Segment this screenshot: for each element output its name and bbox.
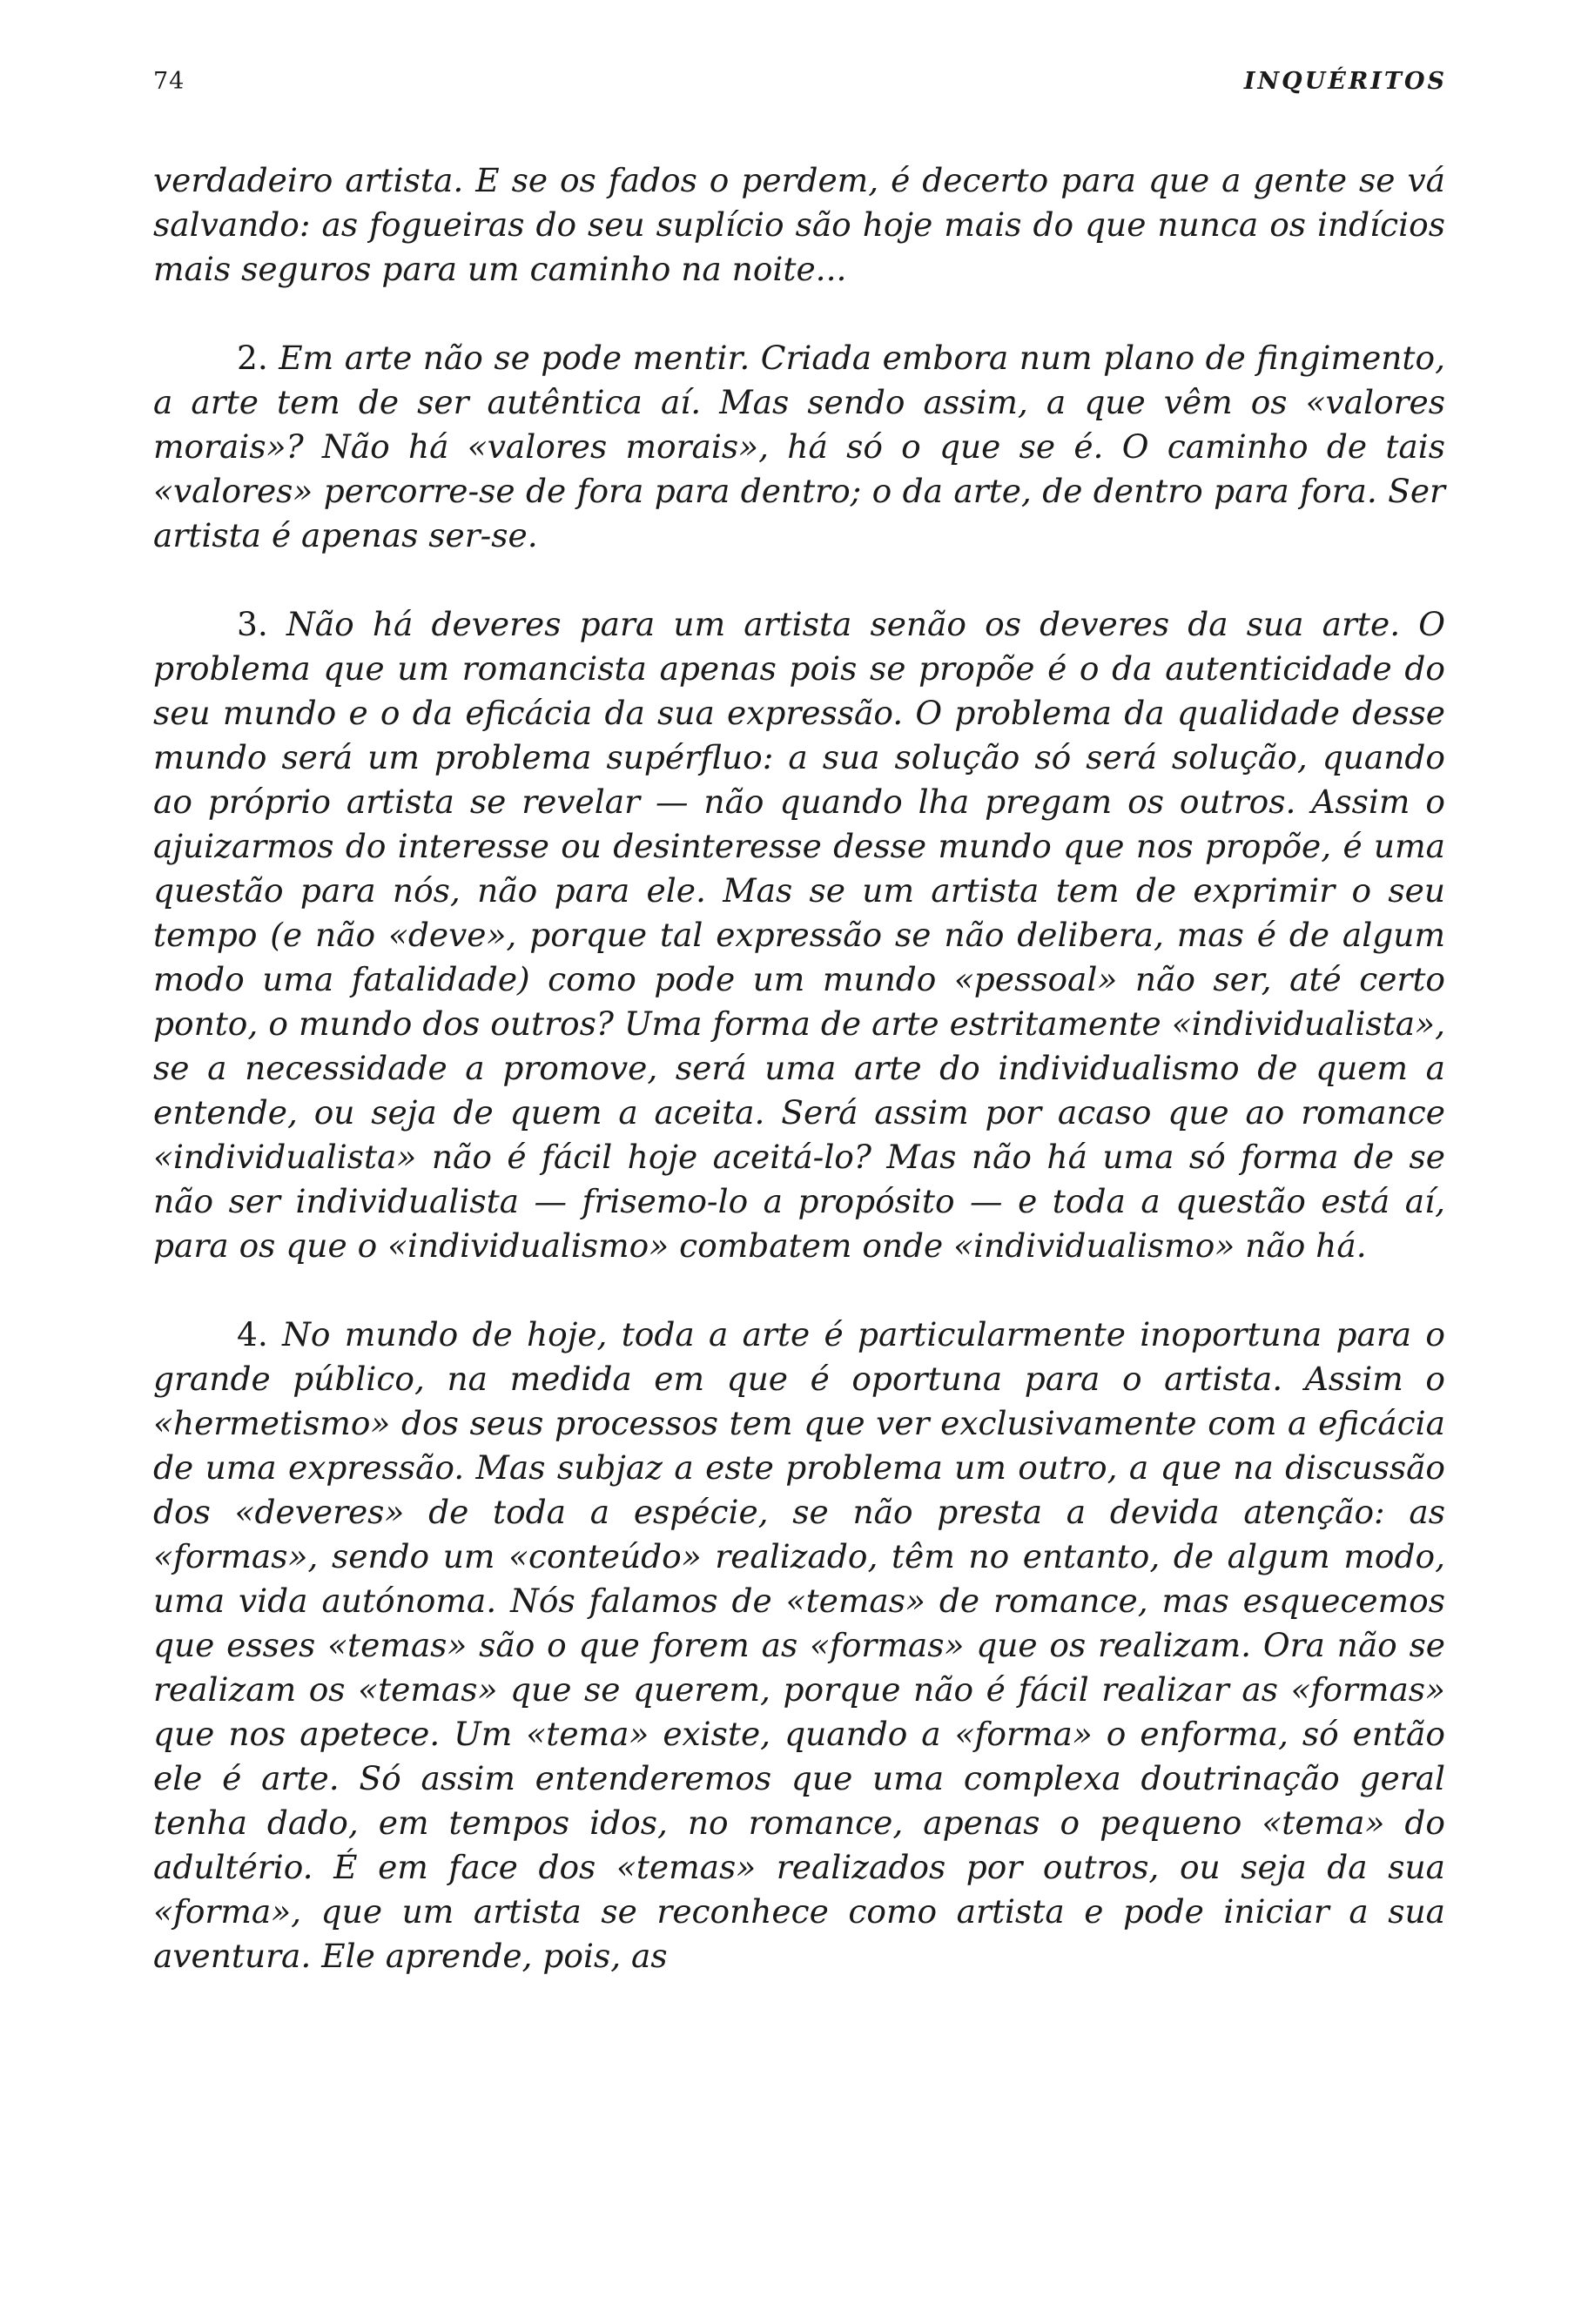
paragraph-number: 3. bbox=[237, 605, 268, 643]
running-head: INQUÉRITOS bbox=[1243, 68, 1447, 95]
paragraph-text: Não há deveres para um artista senão os deveres da sua arte. O problema que um romancista apenas pois se propõe é o da autenticidade do seu mundo e o da eficácia da sua expressão. O problema da qualidade desse mundo será um problema supérfluo: a sua solução só será solução, quando ao próprio artista se revelar — não quando lha pregam os outros. Assim o ajuizarmos do interesse ou desinteresse desse mundo que nos propõe, é uma questão para nós, não para ele. Mas se um artista tem de exprimir o seu tempo (e não «deve», porque tal expressão se não delibera, mas é de algum modo uma fatalidade) como pode um mundo «pessoal» não ser, até certo ponto, o mundo dos outros? Uma forma de arte estritamente «individualista», se a necessidade a promove, será uma arte do individualismo de quem a entende, ou seja de quem a aceita. Será assim por acaso que ao romance «individualista» não é fácil hoje aceitá-lo? Mas não há uma só forma de se não ser individualista — frisemo-lo a propósito — e toda a questão está aí, para os que o «individualismo» combatem onde «individualismo» não há. bbox=[153, 605, 1446, 1265]
paragraph-text: No mundo de hoje, toda a arte é particularmente inoportuna para o grande público, na medida em que é oportuna para o artista. Assim o «hermetismo» dos seus processos tem que ver exclusivamente com a eficácia de uma expressão. Mas subjaz a este problema um outro, a que na discussão dos «deveres» de toda a espécie, se não presta a devida atenção: as «formas», sendo um «conteúdo» realizado, têm no entanto, de algum modo, uma vida autónoma. Nós falamos de «temas» de romance, mas esquecemos que esses «temas» são o que forem as «formas» que os realizam. Ora não se realizam os «temas» que se querem, porque não é fácil realizar as «formas» que nos apetece. Um «tema» existe, quando a «forma» o enforma, só então ele é arte. Só assim entenderemos que uma complexa doutrinação geral tenha dado, em tempos idos, no romance, apenas o pequeno «tema» do adultério. É em face dos «temas» realizados por outros, ou seja da sua «forma», que um artista se reconhece como artista e pode iniciar a sua aventura. Ele aprende, pois, as bbox=[153, 1315, 1445, 1975]
paragraph-number: 4. bbox=[237, 1315, 268, 1353]
paragraph-2 bbox=[153, 336, 1445, 558]
body-text bbox=[153, 158, 1445, 1978]
paragraph-4 bbox=[153, 1313, 1445, 1978]
paragraph-number: 2. bbox=[237, 339, 268, 377]
paragraph-3 bbox=[153, 602, 1445, 1268]
paragraph-text: Em arte não se pode mentir. Criada embora num plano de fingimento, a arte tem de ser autêntica aí. Mas sendo assim, a que vêm os «valores morais»? Não há «valores morais», há só o que se é. O caminho de tais «valores» percorre-se de fora para dentro; o da arte, de dentro para fora. Ser artista é apenas ser-se. bbox=[153, 339, 1446, 554]
page-number: 74 bbox=[153, 68, 185, 95]
paragraph-continuation bbox=[153, 158, 1445, 292]
paragraph-text: verdadeiro artista. E se os fados o perdem, é decerto para que a gente se vá salvando: as fogueiras do seu suplício são hoje mais do que nunca os indícios mais seguros para um caminho na noite... bbox=[153, 161, 1445, 288]
